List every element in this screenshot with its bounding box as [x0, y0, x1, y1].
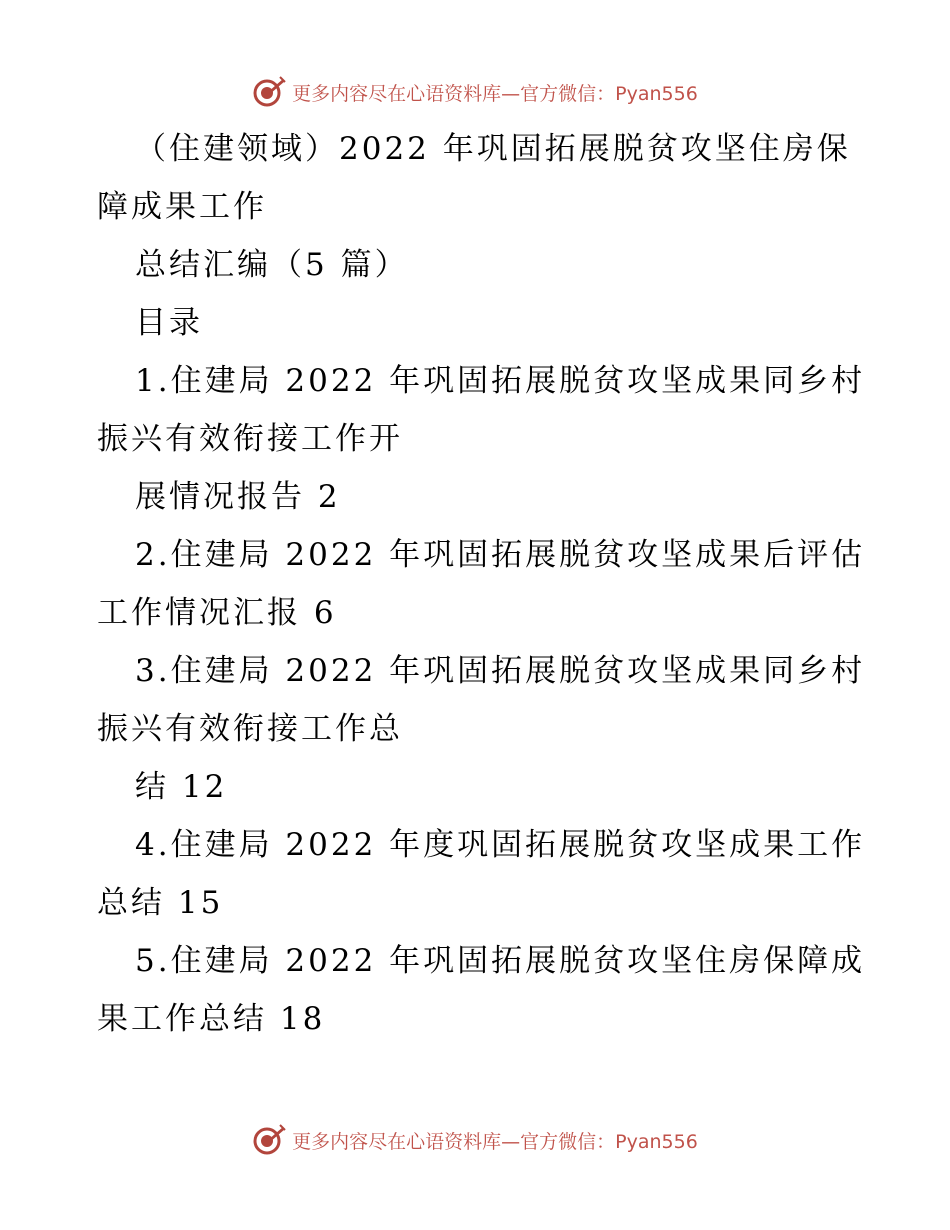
toc-item-line: 展情况报告 2 — [135, 479, 341, 515]
document-body — [97, 120, 866, 1048]
watermark-text: 更多内容尽在心语资料库—官方微信：Pyan556 — [292, 82, 698, 105]
toc-item-1 — [97, 352, 866, 526]
toc-item-line: 4.住建局 2022 年度巩固拓展脱贫攻坚成果工作 — [135, 827, 866, 863]
toc-item-2 — [97, 526, 866, 642]
toc-item-5 — [97, 932, 866, 1048]
toc-item-line: 果工作总结 18 — [97, 1001, 326, 1037]
toc-item-4 — [97, 816, 866, 932]
watermark-text: 更多内容尽在心语资料库—官方微信：Pyan556 — [292, 1130, 698, 1153]
toc-item-line: 振兴有效衔接工作总 — [97, 711, 403, 747]
pen-seal-logo-icon — [252, 75, 286, 109]
pen-seal-logo-icon — [252, 1123, 286, 1157]
toc-item-line: 2.住建局 2022 年巩固拓展脱贫攻坚成果后评估 — [135, 537, 866, 573]
toc-heading: 目录 — [135, 305, 203, 341]
toc-item-line: 3.住建局 2022 年巩固拓展脱贫攻坚成果同乡村 — [135, 653, 866, 689]
toc-item-line: 总结 15 — [97, 885, 224, 921]
toc-item-3 — [97, 642, 866, 816]
toc-item-line: 振兴有效衔接工作开 — [97, 421, 403, 457]
toc-item-line: 5.住建局 2022 年巩固拓展脱贫攻坚住房保障成 — [135, 943, 866, 979]
document-subtitle: 总结汇编（5 篇） — [135, 247, 409, 283]
document-title: （住建领域）2022 年巩固拓展脱贫攻坚住房保 — [135, 131, 851, 167]
document-title-continued: 障成果工作 — [97, 189, 267, 225]
toc-item-line: 工作情况汇报 6 — [97, 595, 337, 631]
toc-item-line: 1.住建局 2022 年巩固拓展脱贫攻坚成果同乡村 — [135, 363, 866, 399]
header-watermark — [0, 72, 950, 112]
footer-watermark — [0, 1120, 950, 1160]
toc-item-line: 结 12 — [135, 769, 228, 805]
